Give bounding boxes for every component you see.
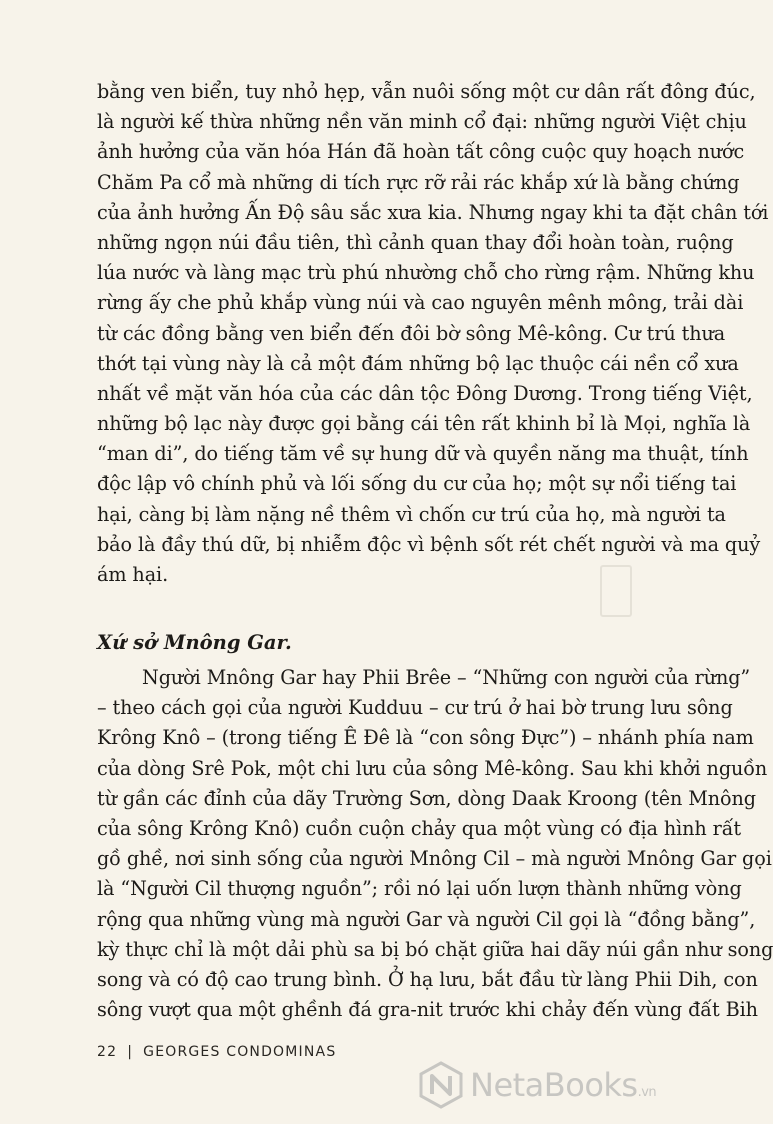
text-line: những ngọn núi đầu tiên, thì cảnh quan thay đổi hoàn toàn, ruộng	[97, 230, 734, 254]
text-line: kỳ thực chỉ là một dải phù sa bị bó chặt giữa hai dãy núi gần như song	[97, 937, 773, 961]
watermark-brand: NetaBooks	[470, 1066, 638, 1104]
text-line: độc lập vô chính phủ và lối sống du cư của họ; một sự nổi tiếng tai	[97, 472, 737, 496]
paragraph-1	[97, 77, 769, 590]
text-line: rừng ấy che phủ khắp vùng núi và cao nguyên mênh mông, trải dài	[97, 291, 744, 315]
text-line: ảnh hưởng của văn hóa Hán đã hoàn tất công cuộc quy hoạch nước	[97, 140, 745, 164]
text-line: bằng ven biển, tuy nhỏ hẹp, vẫn nuôi sống một cư dân rất đông đúc,	[97, 80, 756, 103]
watermark-text	[470, 1066, 656, 1104]
footer-separator: |	[127, 1044, 134, 1060]
text-line: Krông Knô – (trong tiếng Ê Đê là “con sông Đực”) – nhánh phía nam	[97, 726, 754, 750]
text-line: từ các đồng bằng ven biển đến đôi bờ sông Mê-kông. Cư trú thưa	[97, 321, 726, 345]
text-line: là “Người Cil thượng nguồn”; rồi nó lại uốn lượn thành những vòng	[97, 877, 742, 901]
text-line: của dòng Srê Pok, một chi lưu của sông Mê-kông. Sau khi khởi nguồn	[97, 756, 768, 780]
page-number: 22	[97, 1044, 118, 1060]
watermark	[416, 1057, 661, 1113]
text-line: thớt tại vùng này là cả một đám những bộ lạc thuộc cái nền cổ xưa	[97, 351, 739, 375]
text-line: của sông Krông Knô) cuồn cuộn chảy qua một vùng có địa hình rất	[97, 816, 741, 840]
section-heading: Xứ sở Mnông Gar.	[97, 631, 292, 654]
page-footer	[97, 1044, 336, 1060]
text-line: nhất về mặt văn hóa của các dân tộc Đông Dương. Trong tiếng Việt,	[97, 381, 753, 405]
text-line: bảo là đầy thú dữ, bị nhiễm độc vì bệnh sốt rét chết người và ma quỷ	[97, 532, 761, 556]
text-line: những bộ lạc này được gọi bằng cái tên rất khinh bỉ là Mọi, nghĩa là	[97, 412, 751, 436]
watermark-suffix: .vn	[637, 1085, 657, 1100]
text-line: Người Mnông Gar hay Phii Brêe – “Những con người của rừng”	[142, 666, 751, 689]
text-line: là người kế thừa những nền văn minh cổ đại: những người Việt chịu	[97, 110, 747, 134]
netabooks-logo-icon	[416, 1060, 466, 1110]
text-line: rộng qua những vùng mà người Gar và người Cil gọi là “đồng bằng”,	[97, 907, 756, 931]
text-line: – theo cách gọi của người Kudduu – cư trú ở hai bờ trung lưu sông	[97, 696, 733, 720]
text-line: hại, càng bị làm nặng nề thêm vì chốn cư trú của họ, mà người ta	[97, 502, 726, 526]
paragraph-2	[97, 663, 773, 1025]
text-line: của ảnh hưởng Ấn Độ sâu sắc xưa kia. Nhưng ngay khi ta đặt chân tới	[97, 200, 769, 224]
text-line: gồ ghề, nơi sinh sống của người Mnông Cil – mà người Mnông Gar gọi	[97, 847, 772, 871]
text-line: lúa nước và làng mạc trù phú nhường chỗ cho rừng rậm. Những khu	[97, 261, 755, 285]
text-line: từ gần các đỉnh của dãy Trường Sơn, dòng Daak Kroong (tên Mnông	[97, 786, 756, 810]
text-line: ám hại.	[97, 563, 169, 586]
text-line: sông vượt qua một ghềnh đá gra-nit trước khi chảy đến vùng đất Bih	[97, 998, 758, 1022]
text-line: song và có độ cao trung bình. Ở hạ lưu, bắt đầu từ làng Phii Dih, con	[97, 967, 758, 991]
running-author: GEORGES CONDOMINAS	[143, 1044, 337, 1060]
text-line: Chăm Pa cổ mà những di tích rực rỡ rải rác khắp xứ là bằng chứng	[97, 170, 740, 194]
text-line: “man di”, do tiếng tăm về sự hung dữ và quyền năng ma thuật, tính	[97, 442, 749, 466]
